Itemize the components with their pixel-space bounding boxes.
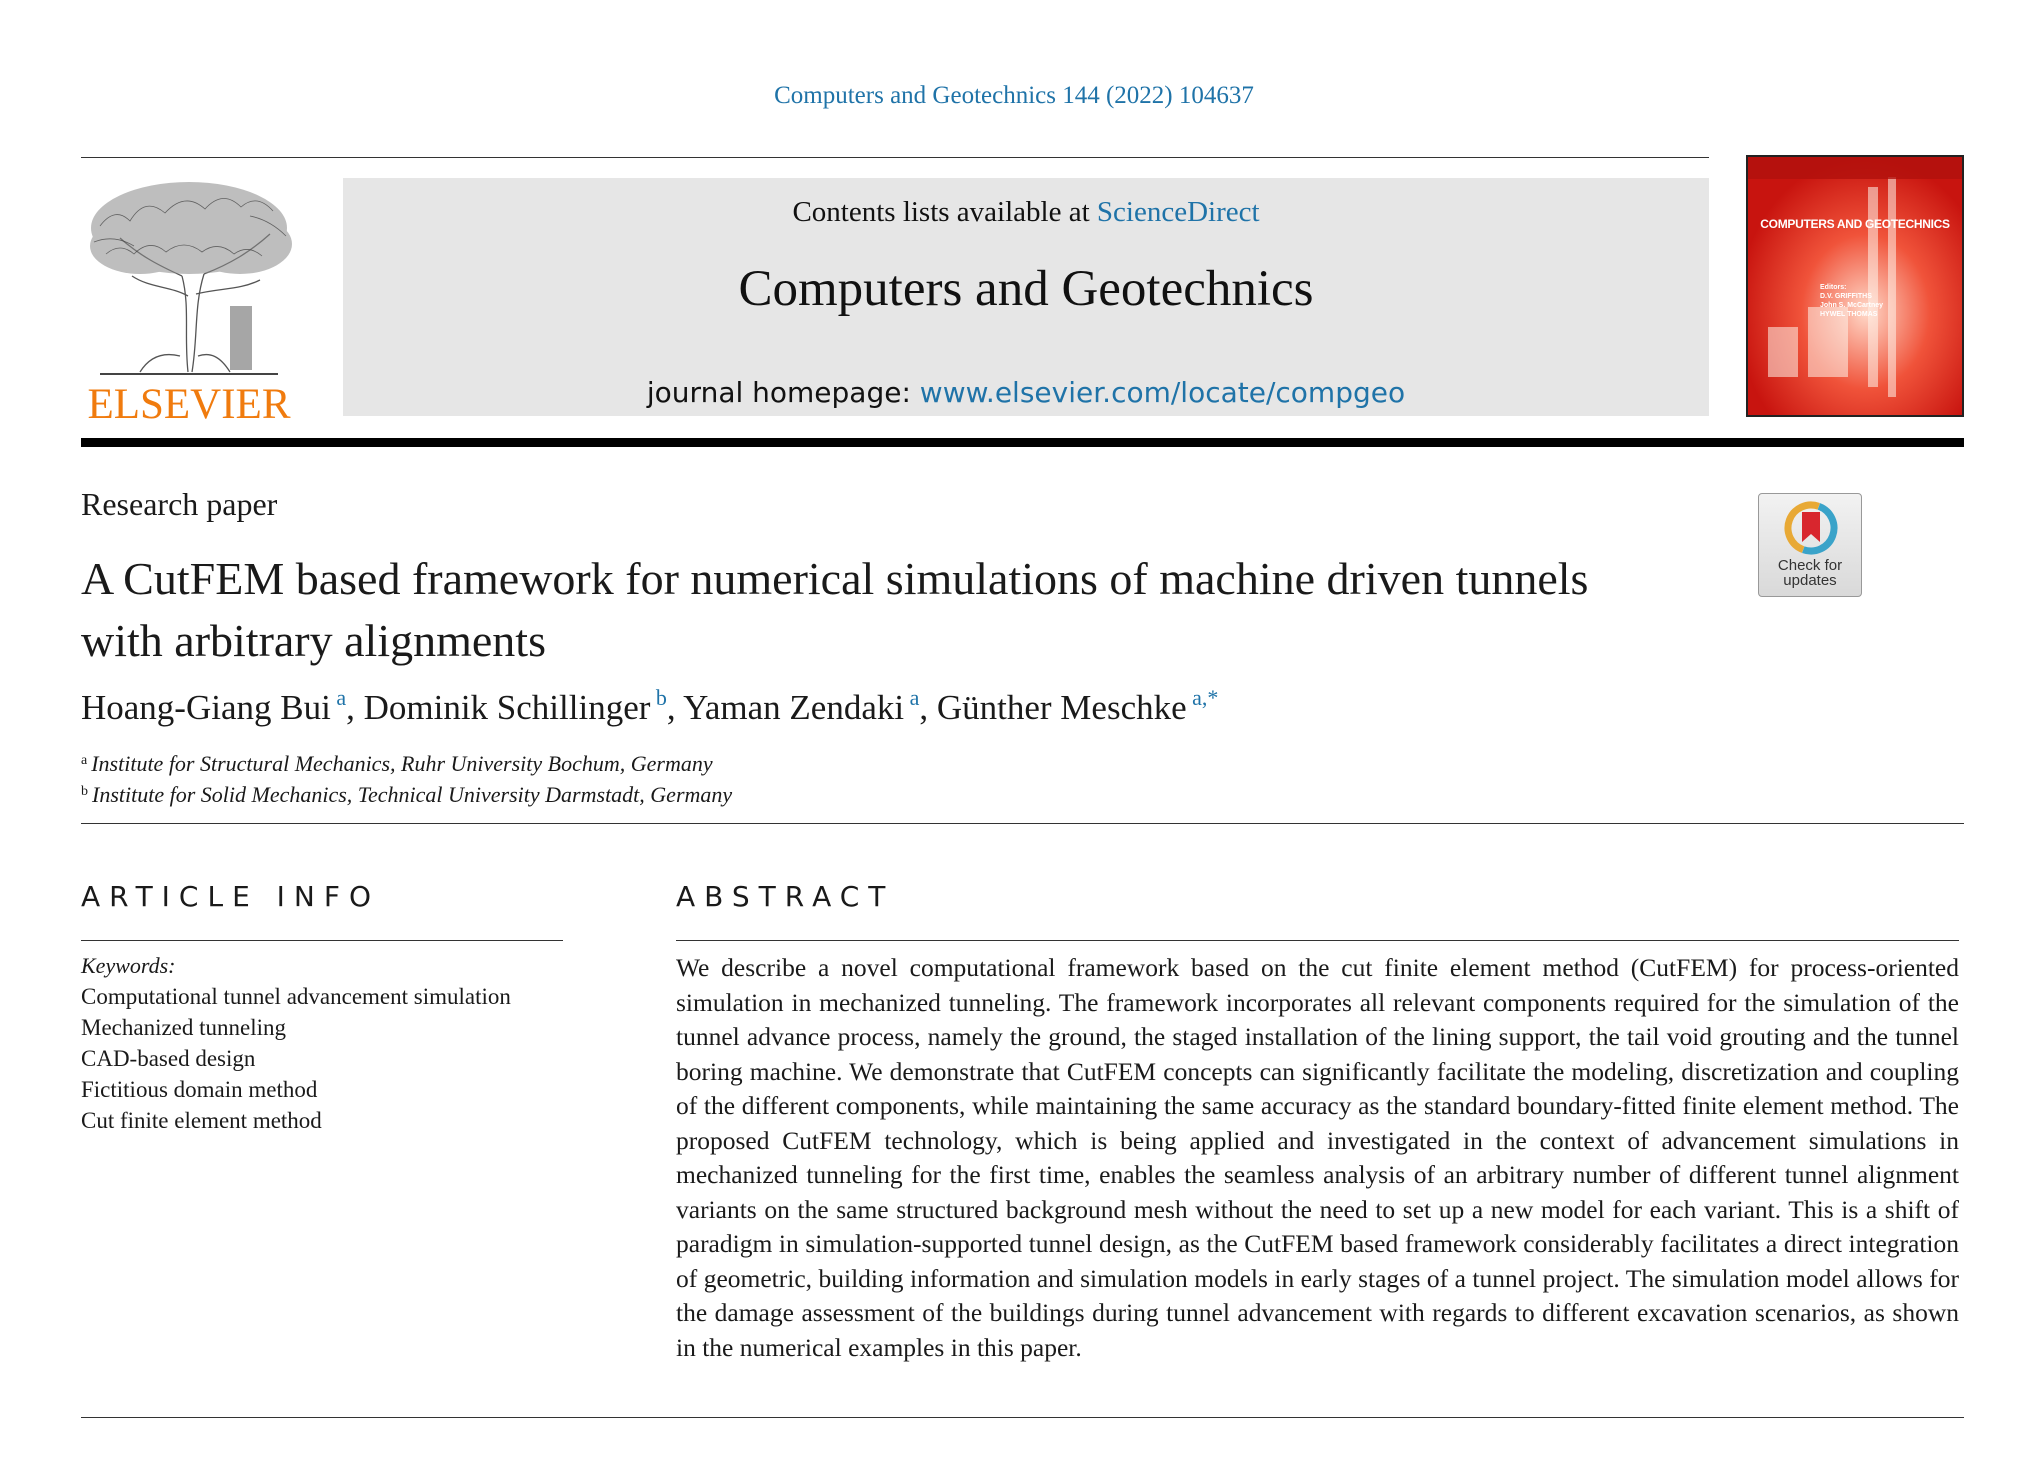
section-divider bbox=[81, 823, 1964, 824]
cover-editor-line: Editors: bbox=[1820, 284, 1847, 291]
author-separator: , bbox=[346, 688, 364, 727]
abstract-rule bbox=[676, 940, 1959, 941]
article-info-rule bbox=[81, 940, 563, 941]
journal-banner bbox=[343, 178, 1709, 416]
author-name[interactable]: Yaman Zendaki bbox=[683, 688, 905, 727]
sciencedirect-link[interactable]: ScienceDirect bbox=[1096, 196, 1260, 228]
homepage-link[interactable]: www.elsevier.com/locate/compgeo bbox=[919, 376, 1406, 409]
homepage-line bbox=[343, 376, 1709, 409]
top-divider bbox=[81, 157, 1709, 158]
affiliation-marker[interactable]: a,* bbox=[1192, 685, 1219, 710]
elsevier-logo[interactable] bbox=[80, 176, 298, 428]
bottom-divider bbox=[81, 1417, 1964, 1418]
header-thick-rule bbox=[81, 438, 1964, 447]
cover-editors bbox=[1820, 283, 1920, 319]
cover-editor-line: HYWEL THOMAS bbox=[1820, 311, 1878, 318]
keyword-item: Fictitious domain method bbox=[81, 1077, 318, 1102]
crossmark-icon bbox=[1783, 500, 1839, 556]
author-name[interactable]: Hoang-Giang Bui bbox=[81, 688, 331, 727]
keywords-label: Keywords: bbox=[81, 953, 176, 978]
contents-line bbox=[343, 196, 1709, 229]
check-text-line: Check for bbox=[1777, 557, 1843, 574]
author-separator: , bbox=[919, 688, 937, 727]
check-text-line: updates bbox=[1783, 572, 1837, 589]
author-name[interactable]: Günther Meschke bbox=[936, 688, 1187, 727]
affiliation-marker[interactable]: a bbox=[336, 685, 347, 710]
keyword-item: Cut finite element method bbox=[81, 1108, 322, 1133]
affiliation-mark: a bbox=[81, 753, 88, 768]
check-for-updates-label bbox=[1759, 558, 1861, 588]
cover-editor-line: John S. McCartney bbox=[1820, 302, 1884, 309]
author-list bbox=[81, 685, 1219, 728]
author-separator: , bbox=[666, 688, 684, 727]
check-for-updates-button[interactable] bbox=[1758, 493, 1862, 597]
article-info-heading: ARTICLE INFO bbox=[81, 880, 381, 913]
article-type: Research paper bbox=[81, 486, 278, 522]
affiliation-text: Institute for Solid Mechanics, Technical University Darmstadt, Germany bbox=[92, 782, 733, 807]
publisher-name: ELSEVIER bbox=[87, 381, 291, 428]
abstract-text: We describe a novel computational framework based on the cut finite element method (CutFEM) for process-oriented simulation in mechanized tunneling. The framework incorporates all relevant components required for the simulation of the tunnel advance process, namely the ground, the staged installation of the lining support, the tail void grouting and the tunnel boring machine. We demonstrate that CutFEM concepts can significantly facilitate the modeling, discretization and coupling of the different components, while maintaining the same accuracy as the standard boundary-fitted finite element method. The proposed CutFEM technology, which is being applied and investigated in the context of advancement simulations in mechanized tunneling for the first time, enables the seamless analysis of an arbitrary number of different tunnel alignment variants on the same structured background mesh without the need to set up a new model for each variant. This is a shift of paradigm in simulation-supported tunnel design, as the CutFEM based framework considerably facilitates a direct integration of geometric, building information and simulation models in early stages of a tunnel project. The simulation model allows for the damage assessment of the buildings during tunnel advancement with regards to different excavation scenarios, as shown in the numerical examples in this paper. bbox=[676, 953, 1959, 1362]
abstract-heading: ABSTRACT bbox=[676, 880, 895, 913]
affiliation-marker[interactable]: b bbox=[655, 685, 667, 710]
journal-citation-link[interactable]: Computers and Geotechnics 144 (2022) 104637 bbox=[774, 82, 1254, 109]
journal-cover[interactable] bbox=[1746, 155, 1964, 417]
keyword-item: CAD-based design bbox=[81, 1046, 256, 1071]
keyword-item: Computational tunnel advancement simulation bbox=[81, 984, 511, 1009]
affiliation-mark: b bbox=[81, 784, 88, 799]
affiliation-a bbox=[81, 751, 713, 777]
tree-icon bbox=[80, 176, 298, 376]
contents-prefix: Contents lists available at bbox=[792, 196, 1097, 228]
article-title: A CutFEM based framework for numerical simulations of machine driven tunnels with arbitrary alignments bbox=[81, 553, 1589, 666]
homepage-prefix: journal homepage: bbox=[646, 376, 920, 409]
journal-name: Computers and Geotechnics bbox=[738, 261, 1314, 317]
keywords-list bbox=[81, 981, 511, 1136]
keyword-item: Mechanized tunneling bbox=[81, 1015, 287, 1040]
cover-title: COMPUTERS AND GEOTECHNICS bbox=[1760, 217, 1950, 231]
author-name[interactable]: Dominik Schillinger bbox=[363, 688, 651, 727]
affiliation-b bbox=[81, 782, 732, 808]
affiliation-text: Institute for Structural Mechanics, Ruhr University Bochum, Germany bbox=[91, 751, 713, 776]
affiliation-marker[interactable]: a bbox=[909, 685, 920, 710]
cover-editor-line: D.V. GRIFFITHS bbox=[1820, 293, 1872, 300]
